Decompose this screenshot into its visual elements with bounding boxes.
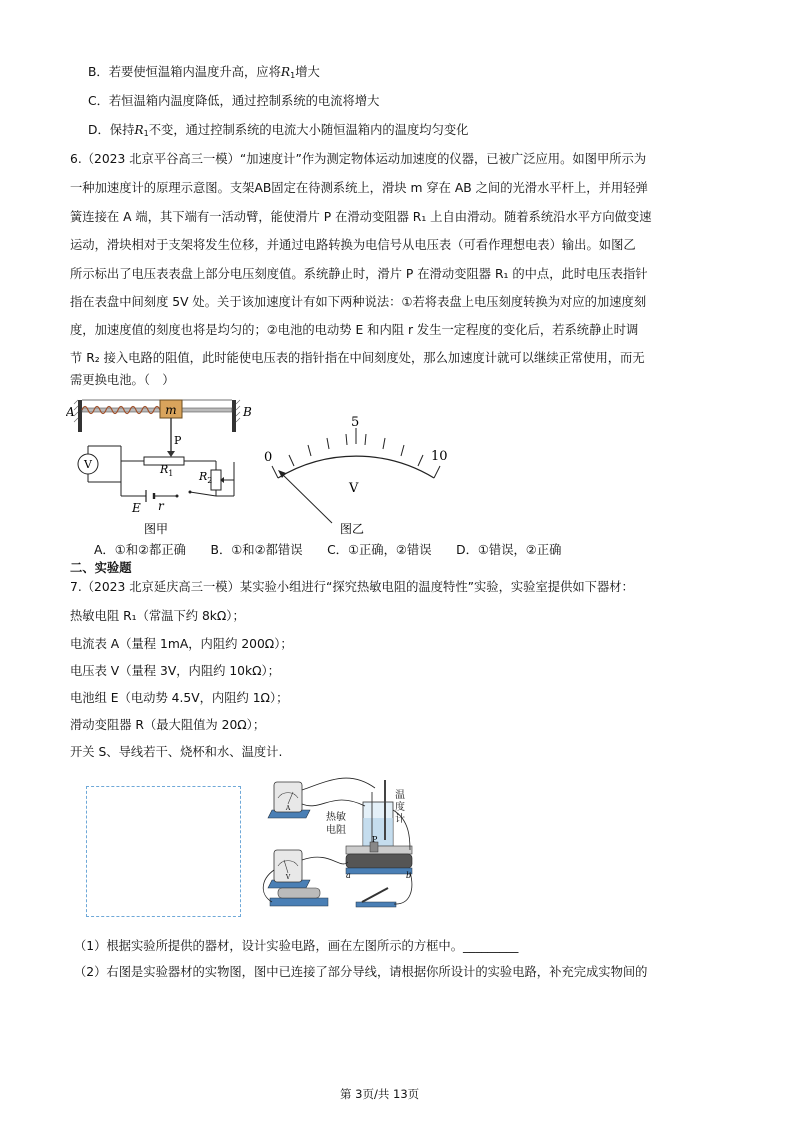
label-e: E [132,501,141,515]
label-v: V [84,458,92,471]
q6-text-line-2: 一种加速度计的原理示意图。支架AB固定在待测系统上，滑块 m 穿在 AB 之间的光滑水平杆上，并用轻弹 [70,181,648,195]
rheostat [346,854,412,868]
circuit-drawing-box[interactable] [86,786,241,917]
q6-text-line-6: 指在表盘中间刻度 5V 处。关于该加速度计有如下两种说法：①若将表盘上电压刻度转换为对应的加速度刻 [70,295,647,309]
ammeter-label: A [285,805,291,812]
caption-figure-b: 图乙 [340,522,365,536]
tick-label-10: 10 [431,449,448,464]
label-m: m [165,403,177,417]
rheostat-r2 [211,470,221,490]
thermistor-label: 热敏电阻 [326,812,346,836]
label-r: r [158,499,164,513]
page-footer: 第 3页/共 13页 [340,1087,420,1101]
q5-option-b: B．若要使恒温箱内温度升高，应将R1增大 [88,65,320,80]
label-p: P [174,434,182,447]
caption-figure-a: 图甲 [144,522,169,536]
q6-text-line-7: 度，加速度值的刻度也将是均匀的；②电池的电动势 E 和内阻 r 发生一定程度的变化后，若系统静止时调 [70,323,639,337]
dial-label-v: V [349,481,359,496]
q6-text-line-8: 节 R₂ 接入电路的阻值，此时能使电压表的指针指在中间刻度处，那么加速度计就可以继续正常使用，而无 [70,351,645,365]
figure-apparatus [260,770,420,920]
q7-item-4: 电池组 E（电动势 4.5V，内阻约 1Ω）； [70,691,289,705]
q7-part-2: （2）右图是实验器材的实物图，图中已连接了部分导线，请根据你所设计的实验电路，补充完成实物间的 [74,965,648,979]
support-b [232,400,236,432]
label-r1: $R_1$ [160,463,174,478]
tick-label-0: 0 [264,450,273,465]
switch [362,888,388,902]
q6-text-line-5: 所示标出了电压表表盘上部分电压刻度值。系统静止时，滑片 P 在滑动变阻器 R₁ 的中点，此时电压表指针 [70,267,648,281]
rheostat-p-label: P [372,835,378,844]
figure-b-voltmeter-dial [256,410,456,546]
q6-options: A．①和②都正确 B．①和②都错误 C．①正确，②错误 D．①错误，②正确 [94,543,562,557]
q5-option-d: D．保持R1不变，通过控制系统的电流大小随恒温箱内的温度均匀变化 [88,123,469,138]
q6-text-line-3: 簧连接在 A 端，其下端有一活动臂，能使滑片 P 在滑动变阻器 R₁ 上自由滑动。随着系统沿水平方向做变速 [70,210,652,224]
q6-text-line-4: 运动，滑块相对于支架将发生位移，并通过电路转换为电信号从电压表（可看作理想电表）输出。如图乙 [70,238,636,252]
rheostat-a-label: a [346,871,351,880]
q7-item-1: 热敏电阻 R₁（常温下约 8kΩ）； [70,609,245,623]
needle [280,472,332,523]
figure-a-accelerometer-circuit [66,394,256,544]
dial-arc [278,456,434,478]
voltmeter-label: V [285,874,291,881]
rheostat-b-label: b [406,871,412,880]
label-a: A [66,405,75,419]
q7-item-5: 滑动变阻器 R（最大阻值为 20Ω）； [70,718,266,732]
label-b: B [243,405,252,419]
slide-rod [82,408,232,412]
thermometer-label: 温度计 [395,790,405,825]
q7-text-line-1: 7.（2023 北京延庆高三一模）某实验小组进行“探究热敏电阻的温度特性”实验，实验室提供如下器材： [70,580,634,594]
support-a [78,400,82,432]
label-r2: $R_2$ [199,470,213,485]
q5-option-c: C．若恒温箱内温度降低，通过控制系统的电流将增大 [88,94,380,108]
tick-label-5: 5 [351,415,360,430]
q6-text-line-9: 需更换电池。（ ） [70,373,175,387]
q7-item-3: 电压表 V（量程 3V，内阻约 10kΩ）； [70,664,280,678]
q7-item-2: 电流表 A（量程 1mA，内阻约 200Ω）； [70,637,293,651]
q6-text-line-1: 6.（2023 北京平谷高三一模）“加速度计”作为测定物体运动加速度的仪器，已被广泛应用。如图甲所示为 [70,152,647,166]
q7-part-1: （1）根据实验所提供的器材，设计实验电路，画在左图所示的方框中。_________ [74,939,519,953]
q7-item-6: 开关 S、导线若干、烧杯和水、温度计. [70,745,283,759]
battery-pack [278,888,320,898]
section-title: 二、实验题 [70,561,132,575]
